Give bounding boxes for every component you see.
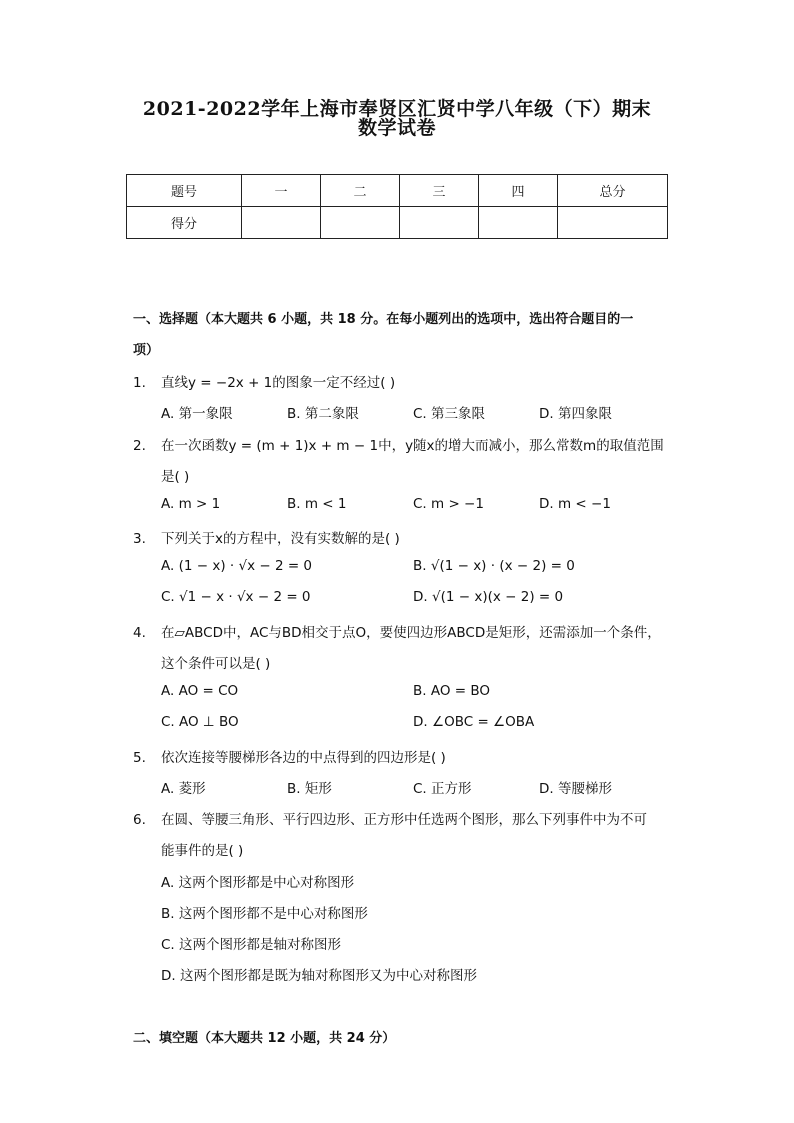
q3-option-c[interactable]: C. √1 − x · √x − 2 = 0 (161, 589, 311, 605)
q6-option-b[interactable]: B. 这两个图形都不是中心对称图形 (161, 906, 368, 922)
section1-heading-line1: 一、选择题（本大题共 6 小题，共 18 分。在每小题列出的选项中，选出符合题目的一 (133, 312, 634, 327)
score-header-cell: 一 (242, 175, 321, 207)
question-number: 1. (133, 375, 146, 391)
score-cell[interactable] (400, 207, 479, 239)
q5-option-c[interactable]: C. 正方形 (413, 781, 472, 797)
q2-option-b[interactable]: B. m < 1 (287, 496, 347, 512)
q2-option-a[interactable]: A. m > 1 (161, 496, 221, 512)
question-number: 5. (133, 750, 146, 766)
score-table (126, 174, 668, 239)
q3-option-b[interactable]: B. √(1 − x) · (x − 2) = 0 (413, 558, 575, 574)
score-cell[interactable] (558, 207, 668, 239)
q1-option-a[interactable]: A. 第一象限 (161, 406, 233, 422)
question-text: 在一次函数y = (m + 1)x + m − 1中，y随x的增大而减小，那么常数m的取值范围 (161, 438, 664, 454)
q3-option-a[interactable]: A. (1 − x) · √x − 2 = 0 (161, 558, 313, 574)
question-text: 在圆、等腰三角形、平行四边形、正方形中任选两个图形，那么下列事件中为不可 (161, 812, 647, 828)
q5-option-d[interactable]: D. 等腰梯形 (539, 781, 612, 797)
question-number: 6. (133, 812, 146, 828)
q5-option-b[interactable]: B. 矩形 (287, 781, 332, 797)
question-6-line2: 能事件的是( ) (161, 843, 244, 859)
q2-option-c[interactable]: C. m > −1 (413, 496, 484, 512)
q4-option-d[interactable]: D. ∠OBC = ∠OBA (413, 714, 535, 730)
question-text: 下列关于x的方程中，没有实数解的是( ) (161, 531, 400, 547)
score-header-cell: 总分 (558, 175, 668, 207)
q3-option-d[interactable]: D. √(1 − x)(x − 2) = 0 (413, 589, 564, 605)
question-4 (133, 621, 661, 641)
question-number: 3. (133, 531, 146, 547)
score-table-header-row (127, 175, 668, 207)
question-text: 依次连接等腰梯形各边的中点得到的四边形是( ) (161, 750, 446, 766)
score-cell[interactable] (479, 207, 558, 239)
q6-option-c[interactable]: C. 这两个图形都是轴对称图形 (161, 937, 342, 953)
question-5 (133, 746, 446, 766)
question-2 (133, 434, 664, 454)
q1-option-d[interactable]: D. 第四象限 (539, 406, 612, 422)
question-text: 直线y = −2x + 1的图象一定不经过( ) (161, 375, 396, 391)
q4-option-a[interactable]: A. AO = CO (161, 683, 239, 699)
score-row-label: 得分 (127, 207, 242, 239)
q4-option-c[interactable]: C. AO ⊥ BO (161, 714, 239, 730)
q1-option-b[interactable]: B. 第二象限 (287, 406, 359, 422)
question-number: 2. (133, 438, 146, 454)
exam-title-line2: 数学试卷 (357, 117, 436, 139)
q6-option-a[interactable]: A. 这两个图形都是中心对称图形 (161, 875, 355, 891)
score-header-cell: 题号 (127, 175, 242, 207)
section1-heading-line2: 项） (133, 343, 160, 358)
q4-option-b[interactable]: B. AO = BO (413, 683, 491, 699)
score-table-score-row (127, 207, 668, 239)
score-cell[interactable] (242, 207, 321, 239)
question-2-line2: 是( ) (161, 469, 190, 485)
score-header-cell: 三 (400, 175, 479, 207)
question-6 (133, 808, 647, 828)
q1-option-c[interactable]: C. 第三象限 (413, 406, 486, 422)
score-header-cell: 四 (479, 175, 558, 207)
question-text: 在▱ABCD中，AC与BD相交于点O，要使四边形ABCD是矩形，还需添加一个条件， (161, 625, 661, 641)
question-4-line2: 这个条件可以是( ) (161, 656, 271, 672)
question-number: 4. (133, 625, 146, 641)
score-header-cell: 二 (321, 175, 400, 207)
score-cell[interactable] (321, 207, 400, 239)
q5-option-a[interactable]: A. 菱形 (161, 781, 206, 797)
question-1 (133, 371, 395, 391)
question-3 (133, 527, 400, 547)
exam-title-line1: 2021-2022学年上海市奉贤区汇贤中学八年级（下）期末 (142, 98, 652, 120)
q2-option-d[interactable]: D. m < −1 (539, 496, 611, 512)
section2-heading: 二、填空题（本大题共 12 小题，共 24 分） (133, 1031, 396, 1046)
q6-option-d[interactable]: D. 这两个图形都是既为轴对称图形又为中心对称图形 (161, 968, 477, 984)
